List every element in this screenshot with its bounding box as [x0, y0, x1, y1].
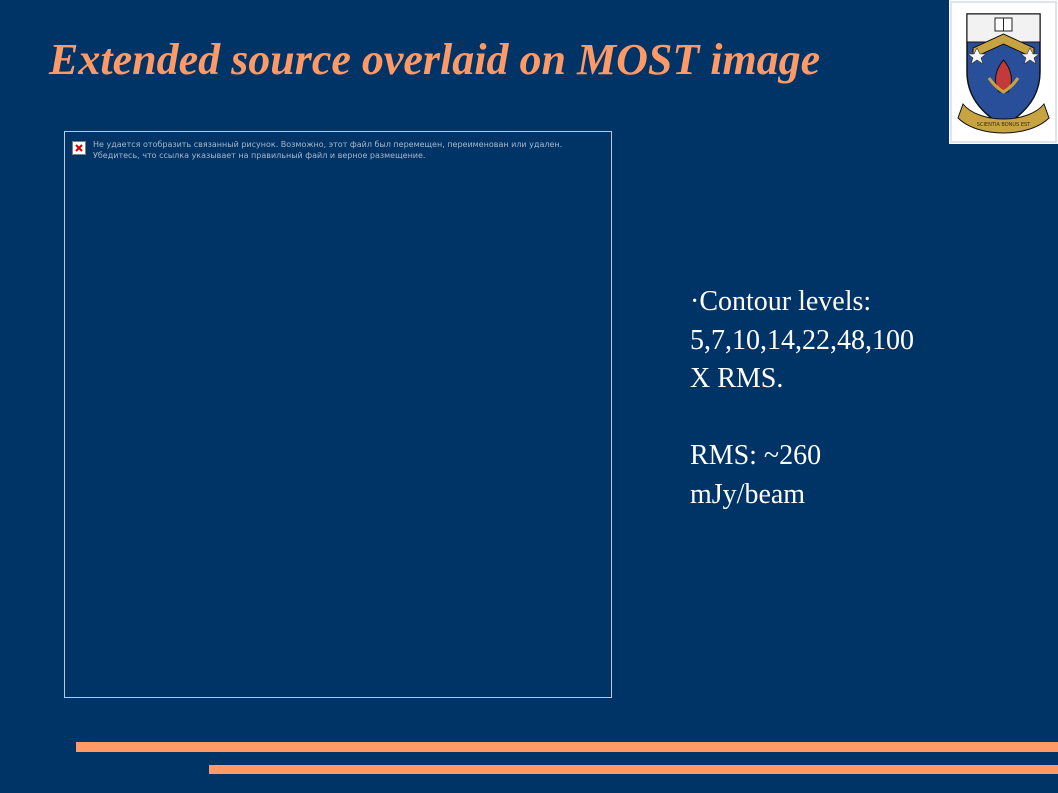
university-crest-icon: [949, 0, 1058, 144]
decorative-bar-top: [76, 742, 1058, 752]
broken-image-message: Не удается отобразить связанный рисунок. Возможно, этот файл был перемещен, переименован или удален. Убедитесь, что ссылка указывает на правильный файл и верное размещение.: [93, 140, 563, 160]
decorative-bar-bottom: [209, 765, 1058, 774]
rms-unit: mJy/beam: [690, 478, 806, 510]
contour-notes: [690, 283, 1030, 514]
logo-motto: SCIENTIA BONUS EST: [976, 122, 1031, 128]
contour-levels-unit: X RMS.: [690, 363, 784, 394]
contour-levels-values: 5,7,10,14,22,48,100: [690, 324, 914, 356]
rms-value: RMS: ~260: [690, 440, 822, 471]
broken-image-icon: [72, 141, 86, 155]
contour-levels-label: ·Contour levels:: [690, 286, 872, 317]
slide-title: Extended source overlaid on MOST image: [49, 35, 821, 84]
broken-image-frame: [64, 131, 612, 698]
university-logo: [949, 0, 1058, 144]
notes-spacer: [690, 399, 1030, 438]
